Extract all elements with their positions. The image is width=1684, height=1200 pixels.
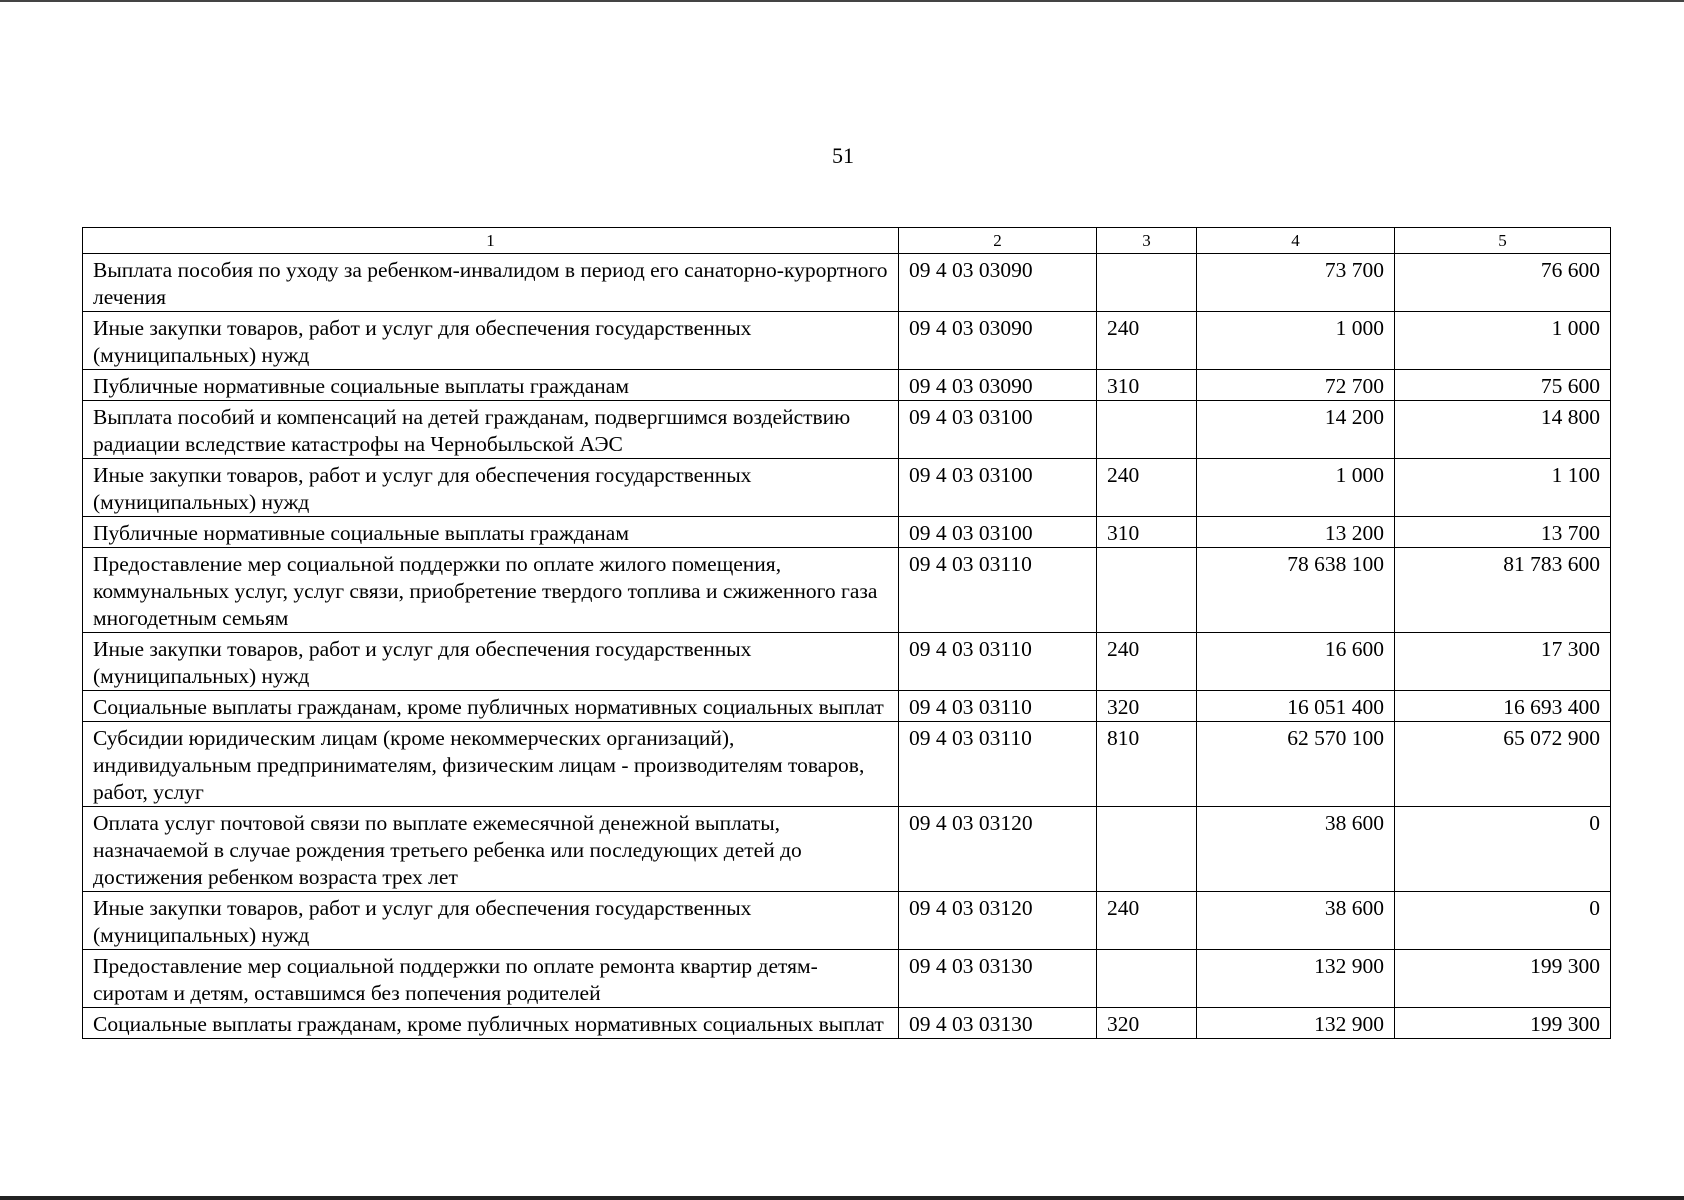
scan-bottom-edge [0,1196,1684,1200]
row-expense-type: 240 [1097,633,1197,691]
row-code: 09 4 03 03130 [899,950,1097,1008]
row-amount-col4: 72 700 [1197,370,1395,401]
row-expense-type: 240 [1097,892,1197,950]
table-row [83,548,1611,633]
row-amount-col4: 78 638 100 [1197,548,1395,633]
row-name: Выплата пособий и компенсаций на детей гражданам, подвергшимся воздействию радиации вследствие катастрофы на Чернобыльской АЭС [83,401,899,459]
row-amount-col5: 16 693 400 [1395,691,1611,722]
page-number [0,143,1684,169]
table-header-row [83,228,1611,254]
row-expense-type: 810 [1097,722,1197,807]
row-amount-col5: 199 300 [1395,1008,1611,1039]
row-amount-col5: 199 300 [1395,950,1611,1008]
scan-top-edge [0,0,1684,2]
row-name: Выплата пособия по уходу за ребенком-инвалидом в период его санаторно-курортного лечения [83,254,899,312]
row-amount-col4: 1 000 [1197,312,1395,370]
budget-table [82,227,1611,1039]
row-code: 09 4 03 03110 [899,722,1097,807]
row-name: Иные закупки товаров, работ и услуг для обеспечения государственных (муниципальных) нужд [83,633,899,691]
table-row [83,722,1611,807]
row-name: Иные закупки товаров, работ и услуг для обеспечения государственных (муниципальных) нужд [83,459,899,517]
page-number-text: 51 [832,143,854,168]
row-name: Субсидии юридическим лицам (кроме некоммерческих организаций), индивидуальным предпринимателям, физическим лицам - производителям товаров, работ, услуг [83,722,899,807]
table-row [83,312,1611,370]
row-name: Предоставление мер социальной поддержки по оплате ремонта квартир детям-сиротам и детям, оставшимся без попечения родителей [83,950,899,1008]
row-code: 09 4 03 03090 [899,254,1097,312]
row-name: Иные закупки товаров, работ и услуг для обеспечения государственных (муниципальных) нужд [83,312,899,370]
row-code: 09 4 03 03090 [899,312,1097,370]
row-amount-col4: 38 600 [1197,807,1395,892]
column-header-1: 1 [83,228,899,254]
row-name: Публичные нормативные социальные выплаты гражданам [83,370,899,401]
row-expense-type: 310 [1097,517,1197,548]
row-expense-type: 240 [1097,312,1197,370]
column-header-3: 3 [1097,228,1197,254]
row-expense-type [1097,254,1197,312]
table-row [83,892,1611,950]
row-name: Социальные выплаты гражданам, кроме публичных нормативных социальных выплат [83,691,899,722]
row-expense-type [1097,548,1197,633]
row-amount-col5: 0 [1395,807,1611,892]
row-expense-type: 320 [1097,1008,1197,1039]
row-expense-type: 320 [1097,691,1197,722]
row-code: 09 4 03 03110 [899,633,1097,691]
row-expense-type [1097,807,1197,892]
table-row [83,691,1611,722]
row-amount-col4: 38 600 [1197,892,1395,950]
column-header-5: 5 [1395,228,1611,254]
row-code: 09 4 03 03110 [899,691,1097,722]
table-row [83,254,1611,312]
row-amount-col5: 14 800 [1395,401,1611,459]
table-body [83,254,1611,1039]
row-code: 09 4 03 03090 [899,370,1097,401]
row-amount-col4: 62 570 100 [1197,722,1395,807]
row-amount-col4: 14 200 [1197,401,1395,459]
row-amount-col5: 1 000 [1395,312,1611,370]
row-code: 09 4 03 03100 [899,517,1097,548]
row-amount-col5: 81 783 600 [1395,548,1611,633]
row-amount-col4: 16 051 400 [1197,691,1395,722]
row-amount-col4: 1 000 [1197,459,1395,517]
row-amount-col5: 13 700 [1395,517,1611,548]
row-amount-col4: 132 900 [1197,1008,1395,1039]
row-name: Социальные выплаты гражданам, кроме публичных нормативных социальных выплат [83,1008,899,1039]
row-code: 09 4 03 03110 [899,548,1097,633]
row-amount-col4: 73 700 [1197,254,1395,312]
table-row [83,459,1611,517]
column-header-4: 4 [1197,228,1395,254]
row-code: 09 4 03 03120 [899,892,1097,950]
row-name: Оплата услуг почтовой связи по выплате ежемесячной денежной выплаты, назначаемой в случае рождения третьего ребенка или последующих детей до достижения ребенком возраста трех лет [83,807,899,892]
row-expense-type: 310 [1097,370,1197,401]
row-amount-col5: 65 072 900 [1395,722,1611,807]
row-code: 09 4 03 03120 [899,807,1097,892]
table-row [83,950,1611,1008]
row-name: Публичные нормативные социальные выплаты гражданам [83,517,899,548]
row-amount-col5: 75 600 [1395,370,1611,401]
table-row [83,517,1611,548]
table-row [83,370,1611,401]
column-header-2: 2 [899,228,1097,254]
row-expense-type: 240 [1097,459,1197,517]
table-row [83,401,1611,459]
row-amount-col4: 132 900 [1197,950,1395,1008]
row-name: Иные закупки товаров, работ и услуг для обеспечения государственных (муниципальных) нужд [83,892,899,950]
row-code: 09 4 03 03100 [899,459,1097,517]
row-amount-col5: 0 [1395,892,1611,950]
row-amount-col4: 16 600 [1197,633,1395,691]
row-code: 09 4 03 03100 [899,401,1097,459]
row-expense-type [1097,950,1197,1008]
row-amount-col5: 76 600 [1395,254,1611,312]
row-code: 09 4 03 03130 [899,1008,1097,1039]
row-name: Предоставление мер социальной поддержки по оплате жилого помещения, коммунальных услуг, услуг связи, приобретение твердого топлива и сжиженного газа многодетным семьям [83,548,899,633]
row-amount-col4: 13 200 [1197,517,1395,548]
row-expense-type [1097,401,1197,459]
table-row [83,807,1611,892]
table-row [83,1008,1611,1039]
row-amount-col5: 17 300 [1395,633,1611,691]
row-amount-col5: 1 100 [1395,459,1611,517]
table-row [83,633,1611,691]
